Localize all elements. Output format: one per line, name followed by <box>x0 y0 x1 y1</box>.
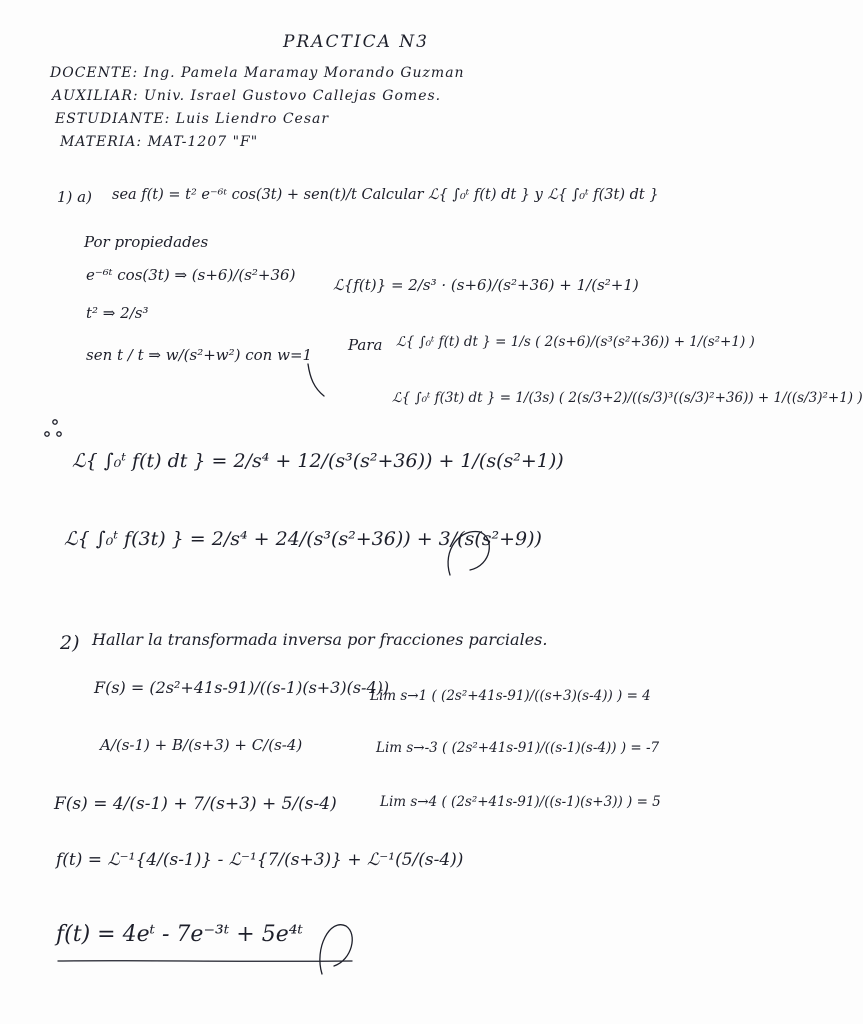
check-mark-circle <box>440 520 500 580</box>
integral-f-3t: ℒ{ ∫₀ᵗ f(3t) dt } = 1/(3s) ( 2(s/3+2)/((s/3)³((s/3)²+36)) + 1/((s/3)²+1) ) <box>392 390 863 406</box>
header-auxiliar: AUXILIAR: Univ. Israel Gustovo Callejas Gomes. <box>52 88 442 104</box>
problem1-statement: sea f(t) = t² e⁻⁶ᵗ cos(3t) + sen(t)/t Calcular ℒ{ ∫₀ᵗ f(t) dt } y ℒ{ ∫₀ᵗ f(3t) dt } <box>112 187 659 203</box>
limit-s-1: Lim s→1 ( (2s²+41s-91)/((s+3)(s-4)) ) = 4 <box>370 688 651 704</box>
property-sinc: sen t / t ⇒ w/(s²+w²) con w=1 <box>86 346 313 364</box>
integral-f-t: ℒ{ ∫₀ᵗ f(t) dt } = 1/s ( 2(s+6)/(s³(s²+36)) + 1/(s²+1) ) <box>396 334 755 350</box>
laplace-f: ℒ{f(t)} = 2/s³ · (s+6)/(s²+36) + 1/(s²+1) <box>333 276 639 294</box>
header-materia: MATERIA: MAT-1207 "F" <box>60 134 259 150</box>
problem2-number: 2) <box>60 632 80 654</box>
para-label: Para <box>348 336 383 354</box>
property-t-squared: t² ⇒ 2/s³ <box>86 304 149 322</box>
problem2-statement: Hallar la transformada inversa por fracciones parciales. <box>92 630 548 649</box>
partial-fractions-form: A/(s-1) + B/(s+3) + C/(s-4) <box>100 736 303 754</box>
limit-s-4: Lim s→4 ( (2s²+41s-91)/((s-1)(s+3)) ) = 5 <box>380 794 661 810</box>
fs-definition: F(s) = (2s²+41s-91)/((s-1)(s+3)(s-4)) <box>94 678 390 697</box>
problem1-number: 1) a) <box>57 188 92 206</box>
final-check-circle <box>312 908 362 978</box>
final-answer: f(t) = 4eᵗ - 7e⁻³ᵗ + 5e⁴ᵗ <box>56 922 303 947</box>
therefore-symbol <box>42 418 64 440</box>
page-title: PRACTICA N3 <box>283 32 429 52</box>
limit-s-minus-3: Lim s→-3 ( (2s²+41s-91)/((s-1)(s-4)) ) = -7 <box>376 740 660 756</box>
property-exp-cos: e⁻⁶ᵗ cos(3t) ⇒ (s+6)/(s²+36) <box>86 266 296 284</box>
fs-result: F(s) = 4/(s-1) + 7/(s+3) + 5/(s-4) <box>54 794 337 814</box>
answer-underline <box>56 956 356 966</box>
stray-stroke <box>300 360 330 400</box>
result-integral-f-3t: ℒ{ ∫₀ᵗ f(3t) } = 2/s⁴ + 24/(s³(s²+36)) + 3/(s(s²+9)) <box>64 528 542 550</box>
result-integral-f-t: ℒ{ ∫₀ᵗ f(t) dt } = 2/s⁴ + 12/(s³(s²+36)) + 1/(s(s²+1)) <box>72 450 564 472</box>
properties-heading: Por propiedades <box>84 233 209 251</box>
header-estudiante: ESTUDIANTE: Luis Liendro Cesar <box>55 111 330 127</box>
inverse-laplace: f(t) = ℒ⁻¹{4/(s-1)} - ℒ⁻¹{7/(s+3)} + ℒ⁻¹(5/(s-4)) <box>56 850 464 870</box>
header-docente: DOCENTE: Ing. Pamela Maramay Morando Guzman <box>50 65 465 81</box>
